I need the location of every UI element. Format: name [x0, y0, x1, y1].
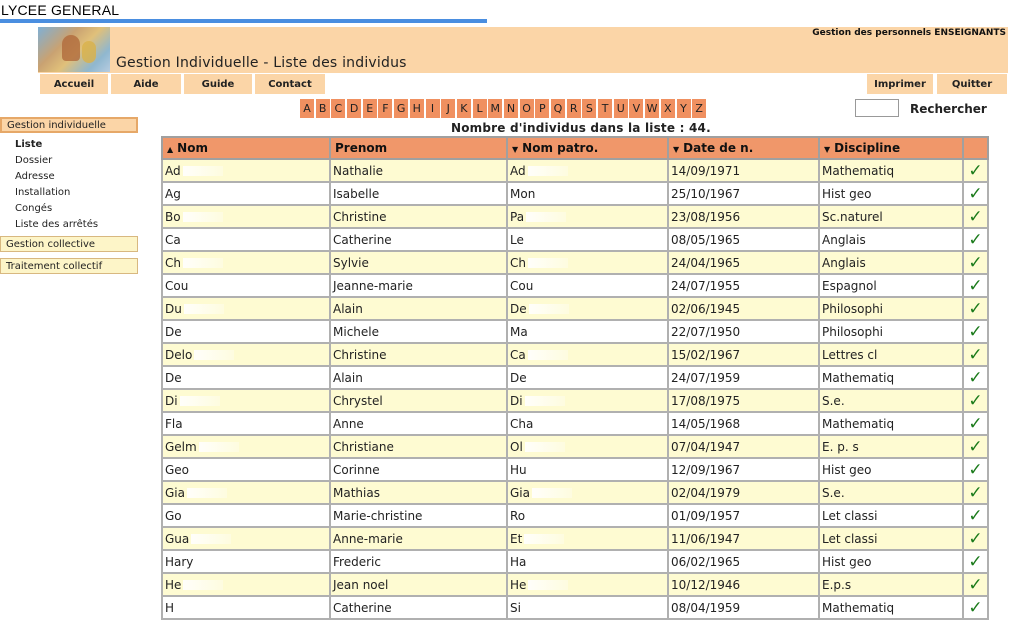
cell-select[interactable]	[963, 251, 988, 274]
cell-nom-patro: Ol	[507, 435, 668, 458]
cell-prenom: Catherine	[330, 596, 507, 619]
cell-prenom: Alain	[330, 297, 507, 320]
cell-nom-patro: Ch	[507, 251, 668, 274]
cell-nom: Bo	[162, 205, 330, 228]
accueil-button[interactable]: Accueil	[40, 74, 108, 94]
sort-down-icon: ▼	[824, 145, 831, 154]
contact-button[interactable]: Contact	[255, 74, 325, 94]
cell-select[interactable]	[963, 596, 988, 619]
cell-select[interactable]	[963, 481, 988, 504]
letter-q[interactable]: Q	[551, 99, 565, 118]
cell-nom-patro: Ro	[507, 504, 668, 527]
table-row[interactable]	[162, 228, 988, 251]
cell-nom: Cou	[162, 274, 330, 297]
cell-discipline: Hist geo	[819, 182, 963, 205]
cell-prenom: Anne	[330, 412, 507, 435]
letter-v[interactable]: V	[629, 99, 643, 118]
cell-date: 08/04/1959	[668, 596, 819, 619]
check-icon[interactable]: ✓	[968, 321, 983, 342]
cell-nom: Fla	[162, 412, 330, 435]
cell-prenom: Mathias	[330, 481, 507, 504]
cell-prenom: Christine	[330, 343, 507, 366]
cell-prenom: Catherine	[330, 228, 507, 251]
aide-button[interactable]: Aide	[111, 74, 181, 94]
cell-nom: Ca	[162, 228, 330, 251]
cell-nom-patro: Ca	[507, 343, 668, 366]
cell-discipline: Let classi	[819, 527, 963, 550]
cell-discipline: S.e.	[819, 389, 963, 412]
cell-select[interactable]	[963, 182, 988, 205]
cell-nom-patro: Cha	[507, 412, 668, 435]
letter-r[interactable]: R	[567, 99, 581, 118]
cell-discipline: Mathematiq	[819, 596, 963, 619]
letter-n[interactable]: N	[504, 99, 518, 118]
cell-discipline: Lettres cl	[819, 343, 963, 366]
table-row[interactable]	[162, 366, 988, 389]
cell-select[interactable]	[963, 320, 988, 343]
app-title: LYCEE GENERAL	[1, 2, 120, 18]
cell-prenom: Jeanne-marie	[330, 274, 507, 297]
check-icon[interactable]: ✓	[968, 574, 983, 595]
cell-select[interactable]	[963, 297, 988, 320]
cell-nom: Gia	[162, 481, 330, 504]
column-header-date[interactable]: ▼ Date de n.	[668, 137, 819, 159]
search-input[interactable]	[855, 99, 899, 117]
title-underline	[0, 19, 487, 23]
cell-nom-patro: Ma	[507, 320, 668, 343]
check-icon[interactable]: ✓	[968, 528, 983, 549]
cell-date: 24/07/1959	[668, 366, 819, 389]
cell-nom-patro: Cou	[507, 274, 668, 297]
sort-down-icon: ▼	[673, 145, 680, 154]
letter-z[interactable]: Z	[692, 99, 706, 118]
table-row[interactable]	[162, 550, 988, 573]
letter-e[interactable]: E	[363, 99, 377, 118]
cell-nom: H	[162, 596, 330, 619]
cell-discipline: Mathematiq	[819, 366, 963, 389]
imprimer-button[interactable]: Imprimer	[867, 74, 933, 94]
table-row[interactable]	[162, 343, 988, 366]
cell-date: 14/05/1968	[668, 412, 819, 435]
letter-b[interactable]: B	[316, 99, 330, 118]
cell-nom: De	[162, 320, 330, 343]
cell-date: 24/04/1965	[668, 251, 819, 274]
sort-up-icon: ▲	[167, 145, 174, 154]
cell-nom-patro: Et	[507, 527, 668, 550]
letter-m[interactable]: M	[488, 99, 502, 118]
module-title: Gestion des personnels ENSEIGNANTS	[812, 28, 1006, 38]
cell-discipline: E.p.s	[819, 573, 963, 596]
cell-nom-patro: Si	[507, 596, 668, 619]
cell-discipline: Philosophi	[819, 297, 963, 320]
table-header-row	[162, 137, 988, 159]
cell-select[interactable]	[963, 435, 988, 458]
cell-nom-patro: Pa	[507, 205, 668, 228]
check-icon[interactable]: ✓	[968, 298, 983, 319]
column-header-nom[interactable]: ▲ Nom	[162, 137, 330, 159]
check-icon[interactable]: ✓	[968, 459, 983, 480]
cell-prenom: Nathalie	[330, 159, 507, 182]
individus-table	[161, 136, 989, 620]
sidebar-item-liste[interactable]: Liste	[15, 139, 43, 150]
cell-date: 14/09/1971	[668, 159, 819, 182]
cell-prenom: Corinne	[330, 458, 507, 481]
quitter-button[interactable]: Quitter	[937, 74, 1007, 94]
cell-select[interactable]	[963, 159, 988, 182]
cell-date: 23/08/1956	[668, 205, 819, 228]
top-bar	[0, 0, 1009, 26]
cell-prenom: Jean noel	[330, 573, 507, 596]
table-row[interactable]	[162, 527, 988, 550]
cell-nom: Geo	[162, 458, 330, 481]
cell-select[interactable]	[963, 389, 988, 412]
letter-w[interactable]: W	[645, 99, 659, 118]
sidebar-item-liste-arretes[interactable]: Liste des arrêtés	[15, 219, 99, 230]
cell-select[interactable]	[963, 573, 988, 596]
letter-t[interactable]: T	[598, 99, 612, 118]
letter-a[interactable]: A	[300, 99, 314, 118]
check-icon[interactable]: ✓	[968, 413, 983, 434]
column-header-select	[963, 137, 988, 159]
cell-discipline: Hist geo	[819, 458, 963, 481]
cell-discipline: E. p. s	[819, 435, 963, 458]
cell-prenom: Frederic	[330, 550, 507, 573]
sort-down-icon: ▼	[512, 145, 519, 154]
cell-discipline: Hist geo	[819, 550, 963, 573]
check-icon[interactable]: ✓	[968, 275, 983, 296]
cell-nom: Du	[162, 297, 330, 320]
search-button[interactable]: Rechercher	[910, 102, 987, 116]
cell-nom: Ch	[162, 251, 330, 274]
column-header-nom-patro[interactable]: ▼ Nom patro.	[507, 137, 668, 159]
table-row[interactable]	[162, 320, 988, 343]
logo-image	[38, 27, 110, 72]
cell-select[interactable]	[963, 274, 988, 297]
sidebar-gestion-collective[interactable]: Gestion collective	[0, 236, 138, 252]
table-row[interactable]	[162, 458, 988, 481]
cell-date: 17/08/1975	[668, 389, 819, 412]
cell-nom: Ad	[162, 159, 330, 182]
cell-discipline: Espagnol	[819, 274, 963, 297]
cell-prenom: Sylvie	[330, 251, 507, 274]
cell-nom-patro: He	[507, 573, 668, 596]
cell-discipline: Mathematiq	[819, 412, 963, 435]
cell-nom: Di	[162, 389, 330, 412]
check-icon[interactable]: ✓	[968, 482, 983, 503]
sidebar-item-installation[interactable]: Installation	[15, 187, 71, 198]
table-row[interactable]	[162, 504, 988, 527]
cell-nom-patro: Ha	[507, 550, 668, 573]
cell-select[interactable]	[963, 228, 988, 251]
cell-discipline: Anglais	[819, 251, 963, 274]
check-icon[interactable]: ✓	[968, 597, 983, 618]
cell-nom-patro: Ad	[507, 159, 668, 182]
cell-nom-patro: Mon	[507, 182, 668, 205]
cell-discipline: Sc.naturel	[819, 205, 963, 228]
table-row[interactable]	[162, 573, 988, 596]
column-header-discipline[interactable]: ▼ Discipline	[819, 137, 963, 159]
cell-prenom: Christine	[330, 205, 507, 228]
column-header-prenom[interactable]: Prenom	[330, 137, 507, 159]
check-icon[interactable]: ✓	[968, 390, 983, 411]
cell-select[interactable]	[963, 504, 988, 527]
cell-prenom: Anne-marie	[330, 527, 507, 550]
cell-date: 07/04/1947	[668, 435, 819, 458]
cell-discipline: S.e.	[819, 481, 963, 504]
check-icon[interactable]: ✓	[968, 160, 983, 181]
cell-nom-patro: Hu	[507, 458, 668, 481]
cell-nom: Gelm	[162, 435, 330, 458]
cell-select[interactable]	[963, 550, 988, 573]
check-icon[interactable]: ✓	[968, 252, 983, 273]
check-icon[interactable]: ✓	[968, 344, 983, 365]
letter-d[interactable]: D	[347, 99, 361, 118]
letter-o[interactable]: O	[520, 99, 534, 118]
cell-discipline: Philosophi	[819, 320, 963, 343]
cell-nom-patro: Gia	[507, 481, 668, 504]
cell-nom: Go	[162, 504, 330, 527]
table-row[interactable]	[162, 274, 988, 297]
letter-g[interactable]: G	[394, 99, 408, 118]
letter-h[interactable]: H	[410, 99, 424, 118]
cell-date: 24/07/1955	[668, 274, 819, 297]
cell-nom: Hary	[162, 550, 330, 573]
check-icon[interactable]: ✓	[968, 229, 983, 250]
cell-select[interactable]	[963, 412, 988, 435]
cell-date: 25/10/1967	[668, 182, 819, 205]
cell-select[interactable]	[963, 343, 988, 366]
letter-y[interactable]: Y	[677, 99, 691, 118]
letter-u[interactable]: U	[614, 99, 628, 118]
cell-discipline: Let classi	[819, 504, 963, 527]
cell-nom: Ag	[162, 182, 330, 205]
cell-nom-patro: Le	[507, 228, 668, 251]
cell-nom-patro: De	[507, 297, 668, 320]
cell-date: 15/02/1967	[668, 343, 819, 366]
table-row[interactable]	[162, 412, 988, 435]
cell-prenom: Chrystel	[330, 389, 507, 412]
count-text: Nombre d'individus dans la liste : 44.	[451, 121, 711, 135]
cell-discipline: Mathematiq	[819, 159, 963, 182]
guide-button[interactable]: Guide	[184, 74, 252, 94]
cell-nom: Gua	[162, 527, 330, 550]
cell-date: 10/12/1946	[668, 573, 819, 596]
cell-select[interactable]	[963, 205, 988, 228]
letter-k[interactable]: K	[457, 99, 471, 118]
cell-prenom: Marie-christine	[330, 504, 507, 527]
cell-prenom: Michele	[330, 320, 507, 343]
page-title: Gestion Individuelle - Liste des individus	[116, 55, 407, 71]
cell-date: 08/05/1965	[668, 228, 819, 251]
cell-nom: De	[162, 366, 330, 389]
letter-f[interactable]: F	[378, 99, 392, 118]
check-icon[interactable]: ✓	[968, 206, 983, 227]
table-row[interactable]	[162, 251, 988, 274]
check-icon[interactable]: ✓	[968, 436, 983, 457]
table-row[interactable]	[162, 481, 988, 504]
cell-date: 06/02/1965	[668, 550, 819, 573]
cell-nom: Delo	[162, 343, 330, 366]
sidebar-traitement-collectif[interactable]: Traitement collectif	[0, 258, 138, 274]
cell-select[interactable]	[963, 458, 988, 481]
cell-prenom: Alain	[330, 366, 507, 389]
check-icon[interactable]: ✓	[968, 183, 983, 204]
table-row[interactable]	[162, 596, 988, 619]
cell-select[interactable]	[963, 527, 988, 550]
cell-date: 02/04/1979	[668, 481, 819, 504]
alphabet-filter	[300, 99, 708, 118]
table-row[interactable]	[162, 205, 988, 228]
cell-date: 01/09/1957	[668, 504, 819, 527]
letter-j[interactable]: J	[441, 99, 455, 118]
sidebar-gestion-individuelle[interactable]: Gestion individuelle	[0, 117, 138, 133]
table-row[interactable]	[162, 389, 988, 412]
cell-date: 02/06/1945	[668, 297, 819, 320]
sidebar-item-conges[interactable]: Congés	[15, 203, 53, 214]
check-icon[interactable]: ✓	[968, 505, 983, 526]
cell-discipline: Anglais	[819, 228, 963, 251]
table-row[interactable]	[162, 435, 988, 458]
cell-date: 11/06/1947	[668, 527, 819, 550]
table-row[interactable]	[162, 297, 988, 320]
letter-c[interactable]: C	[331, 99, 345, 118]
sidebar-item-adresse[interactable]: Adresse	[15, 171, 55, 182]
cell-date: 22/07/1950	[668, 320, 819, 343]
letter-x[interactable]: X	[661, 99, 675, 118]
cell-prenom: Christiane	[330, 435, 507, 458]
letter-p[interactable]: P	[535, 99, 549, 118]
cell-select[interactable]	[963, 366, 988, 389]
table-row[interactable]	[162, 182, 988, 205]
cell-nom-patro: Di	[507, 389, 668, 412]
cell-prenom: Isabelle	[330, 182, 507, 205]
sidebar-item-dossier[interactable]: Dossier	[15, 155, 53, 166]
letter-s[interactable]: S	[582, 99, 596, 118]
cell-nom: He	[162, 573, 330, 596]
letter-l[interactable]: L	[473, 99, 487, 118]
cell-date: 12/09/1967	[668, 458, 819, 481]
check-icon[interactable]: ✓	[968, 551, 983, 572]
check-icon[interactable]: ✓	[968, 367, 983, 388]
letter-i[interactable]: I	[426, 99, 440, 118]
table-row[interactable]	[162, 159, 988, 182]
cell-nom-patro: De	[507, 366, 668, 389]
